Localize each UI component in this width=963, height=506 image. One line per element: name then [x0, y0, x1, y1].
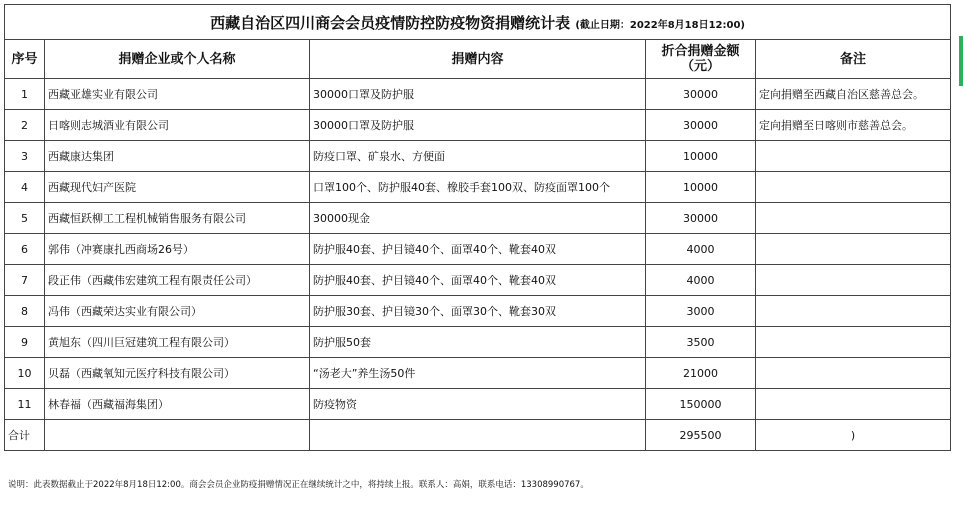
cell-content[interactable]: 防护服40套、护目镜40个、面罩40个、靴套40双 — [310, 265, 646, 296]
cell-content[interactable]: 防护服40套、护目镜40个、面罩40个、靴套40双 — [310, 234, 646, 265]
header-amount[interactable]: 折合捐赠金额（元） — [646, 40, 756, 79]
header-donor[interactable]: 捐赠企业或个人名称 — [45, 40, 310, 79]
total-remark[interactable]: ) — [756, 420, 951, 451]
cell-content[interactable]: 防疫物资 — [310, 389, 646, 420]
cell-remark[interactable]: 定向捐赠至日喀则市慈善总会。 — [756, 110, 951, 141]
title-row — [5, 5, 951, 40]
cell-remark[interactable] — [756, 358, 951, 389]
cell-remark[interactable] — [756, 265, 951, 296]
table-row — [5, 296, 951, 327]
total-donor-cell[interactable] — [45, 420, 310, 451]
cell-content[interactable]: 防护服30套、护目镜30个、面罩30个、靴套30双 — [310, 296, 646, 327]
table-row — [5, 203, 951, 234]
cell-content[interactable]: 防护服50套 — [310, 327, 646, 358]
cell-remark[interactable] — [756, 389, 951, 420]
cell-donor[interactable]: 西藏恒跃柳工工程机械销售服务有限公司 — [45, 203, 310, 234]
cell-remark[interactable]: 定向捐赠至西藏自治区慈善总会。 — [756, 79, 951, 110]
cell-content[interactable]: “汤老大”养生汤50件 — [310, 358, 646, 389]
cell-donor[interactable]: 段正伟（西藏伟宏建筑工程有限责任公司） — [45, 265, 310, 296]
cell-donor[interactable]: 西藏现代妇产医院 — [45, 172, 310, 203]
cell-content[interactable]: 防疫口罩、矿泉水、方便面 — [310, 141, 646, 172]
cell-remark[interactable] — [756, 327, 951, 358]
cell-amount[interactable]: 30000 — [646, 110, 756, 141]
cell-donor[interactable]: 冯伟（西藏荣达实业有限公司） — [45, 296, 310, 327]
table-row — [5, 79, 951, 110]
cell-remark[interactable] — [756, 234, 951, 265]
cell-amount[interactable]: 10000 — [646, 141, 756, 172]
cell-remark[interactable] — [756, 172, 951, 203]
cell-no[interactable]: 5 — [5, 203, 45, 234]
cell-content[interactable]: 口罩100个、防护服40套、橡胶手套100双、防疫面罩100个 — [310, 172, 646, 203]
cell-donor[interactable]: 林春福（西藏福海集团） — [45, 389, 310, 420]
total-content-cell[interactable] — [310, 420, 646, 451]
cell-no[interactable]: 1 — [5, 79, 45, 110]
cell-amount[interactable]: 4000 — [646, 265, 756, 296]
cell-amount[interactable]: 4000 — [646, 234, 756, 265]
header-content[interactable]: 捐赠内容 — [310, 40, 646, 79]
table-row — [5, 141, 951, 172]
scrollbar-thumb[interactable] — [959, 36, 963, 86]
cell-donor[interactable]: 西藏康达集团 — [45, 141, 310, 172]
total-amount[interactable]: 295500 — [646, 420, 756, 451]
cell-remark[interactable] — [756, 141, 951, 172]
cell-no[interactable]: 10 — [5, 358, 45, 389]
table-row — [5, 172, 951, 203]
cell-amount[interactable]: 30000 — [646, 79, 756, 110]
cell-donor[interactable]: 贝磊（西藏氧知元医疗科技有限公司） — [45, 358, 310, 389]
cell-amount[interactable]: 3500 — [646, 327, 756, 358]
donation-sheet — [4, 4, 950, 464]
table-row — [5, 265, 951, 296]
cell-content[interactable]: 30000口罩及防护服 — [310, 110, 646, 141]
title-cell[interactable] — [5, 5, 951, 40]
cell-content[interactable]: 30000现金 — [310, 203, 646, 234]
cell-amount[interactable]: 150000 — [646, 389, 756, 420]
cell-no[interactable]: 2 — [5, 110, 45, 141]
cell-remark[interactable] — [756, 203, 951, 234]
footnote: 说明：此表数据截止于2022年8月18日12:00。商会会员企业防疫捐赠情况正在继续统计之中，将持续上报。联系人：高娟，联系电话：13308990767。 — [8, 480, 589, 490]
header-remark[interactable]: 备注 — [756, 40, 951, 79]
table-row — [5, 110, 951, 141]
cell-content[interactable]: 30000口罩及防护服 — [310, 79, 646, 110]
cell-no[interactable]: 11 — [5, 389, 45, 420]
donation-table — [4, 4, 951, 451]
cell-donor[interactable]: 黄旭东（四川巨冠建筑工程有限公司） — [45, 327, 310, 358]
cell-amount[interactable]: 30000 — [646, 203, 756, 234]
cell-no[interactable]: 3 — [5, 141, 45, 172]
cell-amount[interactable]: 3000 — [646, 296, 756, 327]
header-no[interactable]: 序号 — [5, 40, 45, 79]
cell-donor[interactable]: 日喀则志城酒业有限公司 — [45, 110, 310, 141]
table-body — [5, 79, 951, 420]
table-row — [5, 389, 951, 420]
cell-donor[interactable]: 西藏亚雄实业有限公司 — [45, 79, 310, 110]
cell-no[interactable]: 8 — [5, 296, 45, 327]
cell-donor[interactable]: 郭伟（冲赛康扎西商场26号） — [45, 234, 310, 265]
cell-no[interactable]: 9 — [5, 327, 45, 358]
total-row — [5, 420, 951, 451]
table-row — [5, 358, 951, 389]
cell-no[interactable]: 4 — [5, 172, 45, 203]
cell-no[interactable]: 6 — [5, 234, 45, 265]
table-row — [5, 327, 951, 358]
total-label[interactable]: 合计 — [5, 420, 45, 451]
cell-no[interactable]: 7 — [5, 265, 45, 296]
cutoff-date: (截止日期：2022年8月18日12:00) — [575, 19, 745, 31]
page-title: 西藏自治区四川商会会员疫情防控防疫物资捐赠统计表 — [210, 13, 571, 32]
header-row — [5, 40, 951, 79]
cell-remark[interactable] — [756, 296, 951, 327]
table-row — [5, 234, 951, 265]
cell-amount[interactable]: 10000 — [646, 172, 756, 203]
cell-amount[interactable]: 21000 — [646, 358, 756, 389]
